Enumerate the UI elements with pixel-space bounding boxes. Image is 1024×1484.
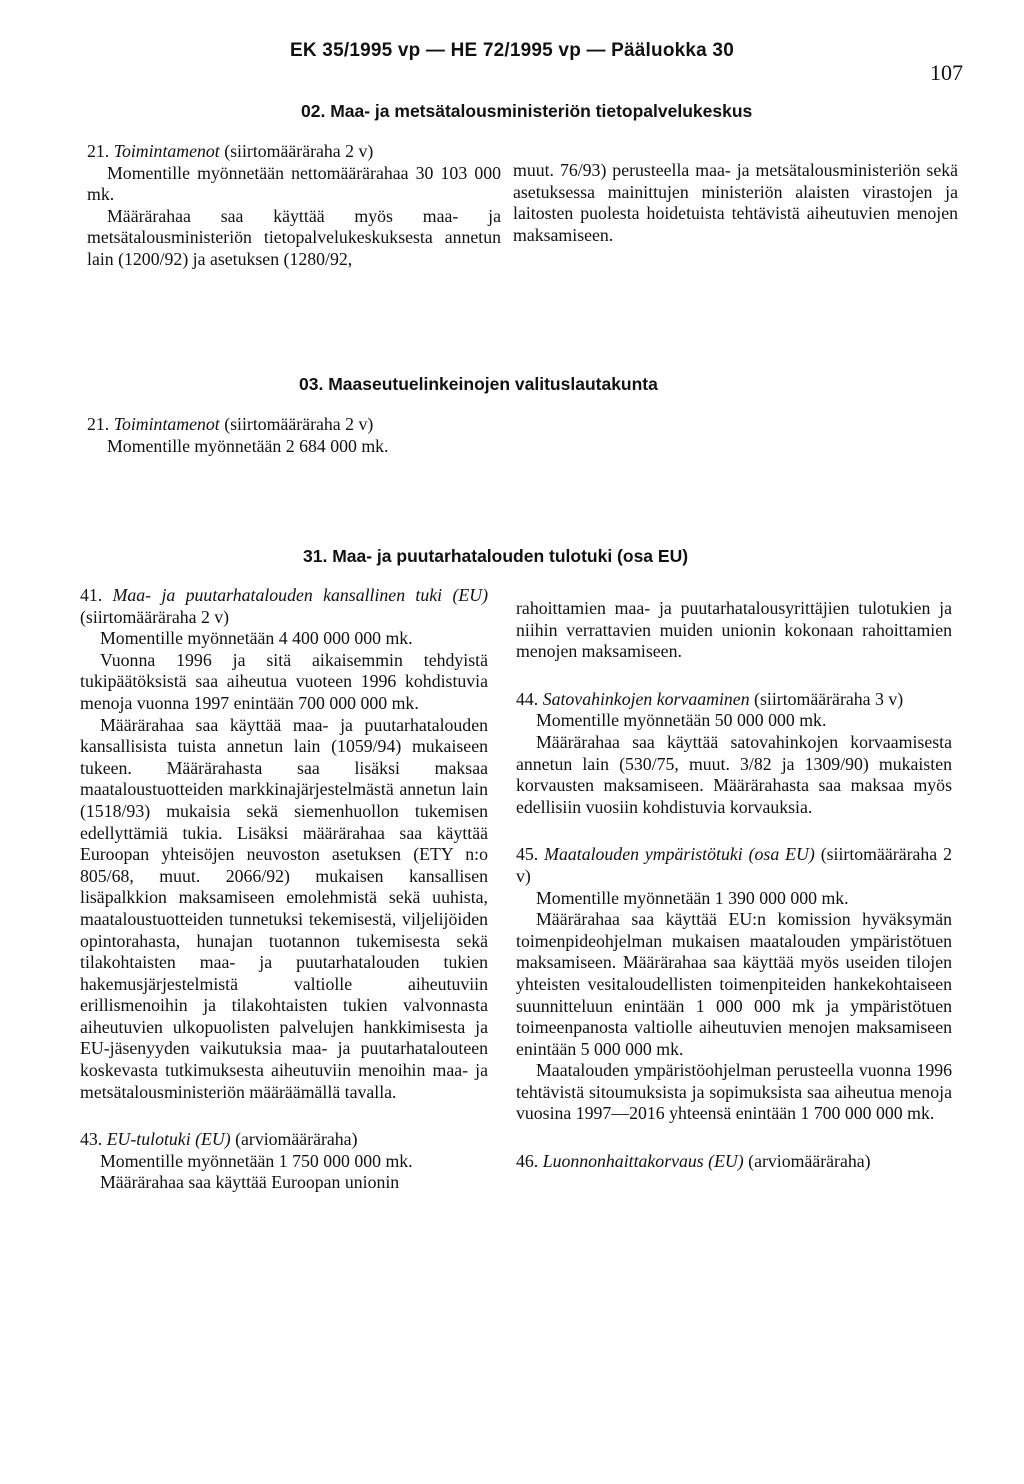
item-43-heading (80, 1129, 488, 1151)
paragraph: rahoittamien maa- ja puutarhatalousyrittäjien tulotukien ja niihin verrattavien muiden unionin kokonaan rahoittamien menojen maksamiseen. (516, 598, 952, 662)
item-21-heading (87, 141, 501, 163)
item-type: (arviomääräraha) (748, 1151, 871, 1172)
item-46-heading (516, 1151, 952, 1173)
item-number: 21. (87, 141, 110, 161)
paragraph: Momentille myönnetään 50 000 000 mk. (536, 710, 827, 731)
paragraph: Määrärahaa saa käyttää myös maa- ja metsätalousministeriön tietopalvelukeskuksesta annetun lain (1200/92) ja asetuksen (1280/92, (87, 205, 501, 269)
paragraph: Momentille myönnetään 4 400 000 000 mk. (100, 628, 413, 649)
section-31-right-column (516, 598, 952, 1173)
paragraph: Momentille myönnetään 2 684 000 mk. (107, 435, 389, 456)
item-type: (siirtomääräraha 2 v) (80, 606, 230, 627)
item-number: 41. (80, 585, 103, 605)
paragraph: Momentille myönnetään nettomäärärahaa 30 103 000 mk. (87, 162, 501, 205)
item-type: (siirtomääräraha 3 v) (754, 688, 904, 709)
page-number: 107 (930, 60, 963, 85)
paragraph: Momentille myönnetään 1 750 000 000 mk. (100, 1150, 413, 1171)
item-title: Satovahinkojen korvaaminen (542, 688, 750, 709)
section-31-left-column (80, 585, 488, 1194)
section-heading-31: 31. Maa- ja puutarhatalouden tulotuki (osa EU) (303, 546, 689, 566)
item-title: Toimintamenot (113, 141, 220, 161)
item-type: (siirtomääräraha 2 v) (224, 141, 374, 161)
paragraph: Määrärahaa saa käyttää satovahinkojen korvaamisesta annetun lain (530/75, muut. 3/82 ja 1309/90) mukaisten korvausten maksamiseen. Määrärahasta saa maksaa myös edellisiin vuosiin kohdistuvia korvauksia. (516, 731, 952, 817)
item-title: Toimintamenot (113, 414, 220, 434)
item-number: 21. (87, 414, 110, 434)
item-number: 44. (516, 688, 539, 709)
section-heading-02: 02. Maa- ja metsätalousministeriön tietopalvelukeskus (301, 101, 753, 121)
item-title: EU-tulotuki (EU) (106, 1129, 231, 1150)
item-type: (siirtomääräraha 2 v) (224, 414, 374, 434)
item-title: Maa- ja puutarhatalouden kansallinen tuki (EU) (112, 585, 488, 605)
section-heading-03: 03. Maaseutuelinkeinojen valituslautakunta (299, 374, 658, 394)
item-title: Luonnonhaittakorvaus (EU) (542, 1151, 744, 1172)
running-header: EK 35/1995 vp — HE 72/1995 vp — Pääluokka 30 (290, 40, 734, 61)
paragraph: muut. 76/93) perusteella maa- ja metsätalousministeriön sekä asetuksessa mainittujen ministeriön alaisten virastojen ja laitosten puolesta hoidetuista tehtävistä aiheutuvien menojen maksamiseen. (513, 160, 958, 245)
paragraph: Maatalouden ympäristöohjelman perusteella vuonna 1996 tehtävistä sitoumuksista ja sopimuksista saa aiheutua menoja vuosina 1997—2016 yhteensä enintään 1 700 000 000 mk. (516, 1060, 952, 1124)
item-41-heading (80, 585, 488, 628)
section-03-column (87, 414, 501, 457)
item-type: (siirtomääräraha 2 v) (516, 844, 952, 886)
paragraph: Vuonna 1996 ja sitä aikaisemmin tehdyistä tukipäätöksistä saa aiheutua vuoteen 1996 kohdistuvia menoja vuonna 1997 enintään 700 000 000 mk. (80, 649, 488, 713)
paragraph: Määrärahaa saa käyttää maa- ja puutarhatalouden kansallisista tuista annetun lain (1059/94) mukaiseen tukeen. Määrärahasta saa lisäksi maksaa maataloustuotteiden markkinajärjestelmästä annetun lain (1518/93) mukaisia sekä siemenhuollon tukemisen edellyttämiä tukia. Lisäksi määrärahaa saa käyttää Euroopan yhteisöjen neuvoston asetuksen (ETY n:o 805/68, muut. 2066/92) mukaisen kansallisen lisäpalkkion maksamiseen emolehmistä sekä uuhista, maataloustuotteiden tunnetuksi tekemisestä, viljelijöiden opintorahasta, hunajan tuotannon tukemisesta sekä tilakohtaisten maa- ja puutarhatalouden tukien hakemusjärjestelmistä valtiolle aiheutuviin erillismenoihin ja tilakohtaisten tukien valvonnasta aiheutuvien ulkopuolisten palvelujen hankkimisesta ja EU-jäsenyyden vaikutuksia maa- ja puutarhatalouteen koskevasta tutkimuksesta aiheutuviin menoihin maa- ja metsätalousministeriön määräämällä tavalla. (80, 714, 488, 1102)
item-title: Maatalouden ympäristötuki (osa EU) (544, 844, 815, 865)
item-number: 46. (516, 1151, 539, 1172)
item-type: (arviomääräraha) (235, 1129, 358, 1150)
item-44-heading (516, 689, 952, 711)
item-45-heading (516, 844, 952, 887)
item-21-heading (87, 414, 501, 436)
section-02-left-column (87, 141, 501, 271)
section-02-right-column (513, 160, 958, 246)
paragraph: Momentille myönnetään 1 390 000 000 mk. (536, 887, 849, 908)
item-number: 45. (516, 844, 539, 865)
paragraph: Määrärahaa saa käyttää Euroopan unionin (100, 1172, 400, 1193)
paragraph: Määrärahaa saa käyttää EU:n komission hyväksymän toimenpideohjelman mukaisen maatalouden ympäristötuen maksamiseen. Määrärahaa saa käyttää myös useiden tilojen yhteisten vesitaloudellisten toimenpiteiden hankekohtaiseen suunnitteluun enintään 1 000 000 mk ja ympäristötuen toimeenpanosta valtiolle aiheutuvien menojen maksamiseen enintään 5 000 000 mk. (516, 909, 952, 1059)
item-number: 43. (80, 1129, 103, 1150)
